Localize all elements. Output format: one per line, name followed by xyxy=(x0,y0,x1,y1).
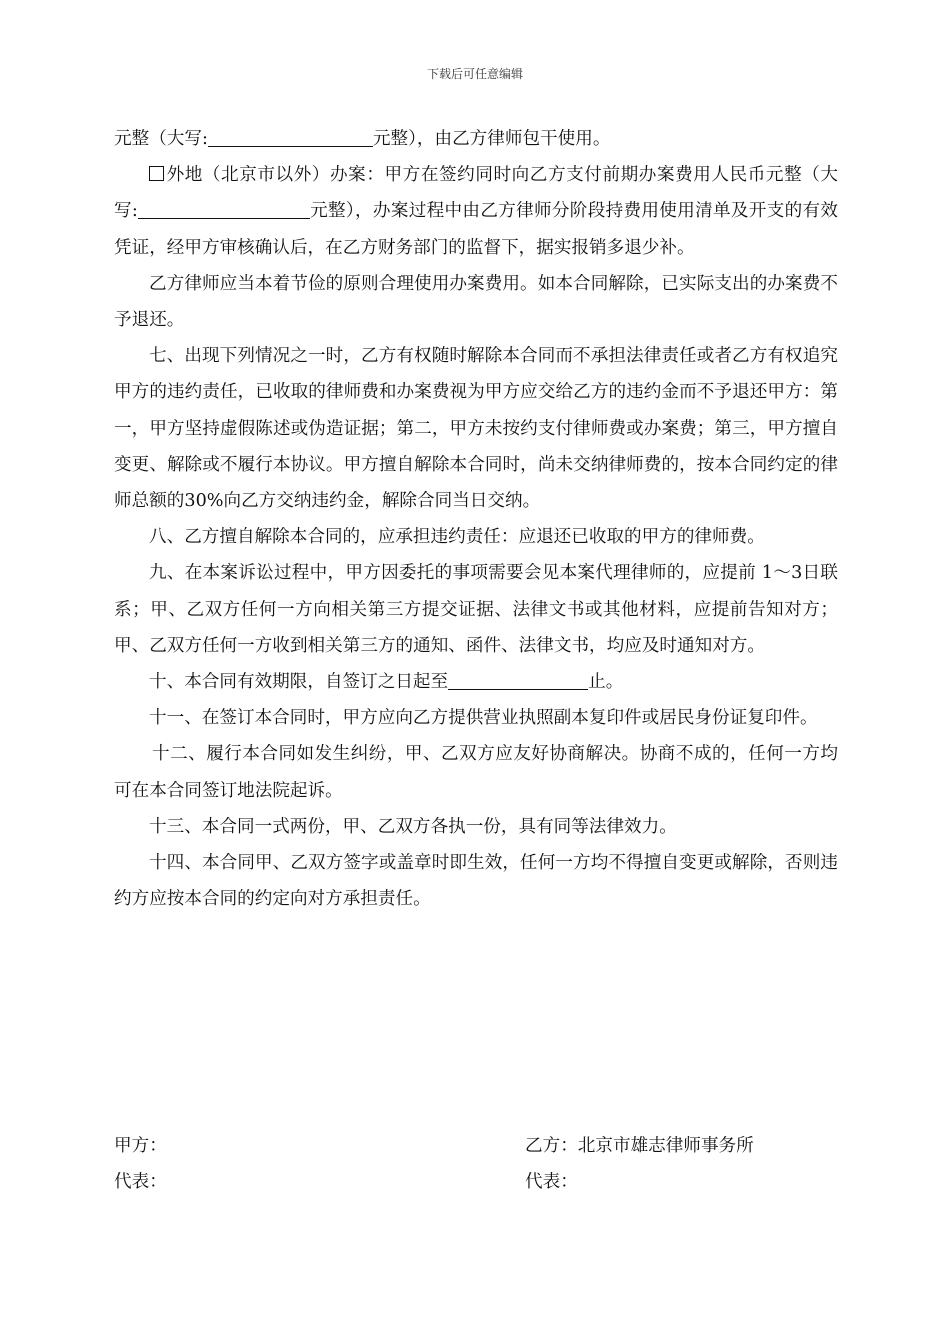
party-b-signature-block xyxy=(525,1128,754,1200)
contract-body xyxy=(114,121,838,917)
party-b-label: 乙方：北京市雄志律师事务所 xyxy=(525,1136,754,1156)
paragraph-text: 十、本合同有效期限，自签订之日起至 xyxy=(149,672,449,693)
party-a-signature-block xyxy=(114,1128,167,1200)
expiry-date-blank-field[interactable] xyxy=(448,669,588,690)
amount-blank-field[interactable] xyxy=(208,126,373,147)
clause-14: 十四、本合同甲、乙双方签字或盖章时即生效，任何一方均不得擅自变更或解除，否则违约方应按本合同的约定向对方承担责任。 xyxy=(114,853,838,910)
paragraph-fee-out-of-town xyxy=(114,157,838,266)
party-a-representative: 代表： xyxy=(114,1172,167,1192)
clause-7: 七、出现下列情况之一时，乙方有权随时解除本合同而不承担法律责任或者乙方有权追究甲方的违约责任，已收取的律师费和办案费视为甲方应交给乙方的违约金而不予退还甲方：第一，甲方坚持虚假陈述或伪造证据；第二，甲方未按约支付律师费或办案费；第三，甲方擅自变更、解除或不履行本协议。甲方擅自解除本合同时，尚未交纳律师费的，按本合同约定的律师总额的30%向乙方交纳违约金，解除合同当日交纳。 xyxy=(114,346,838,512)
paragraph-text: 元整），由乙方律师包干使用。 xyxy=(372,129,611,149)
paragraph-text: 外地（北京市以外）办案：甲方在签约同时向乙方支付前期办案费用人民币元整（大写: xyxy=(114,165,838,222)
clause-11: 十一、在签订本合同时，甲方应向乙方提供营业执照副本复印件或居民身份证复印件。 xyxy=(149,708,818,729)
page-header: 下载后可任意编辑 xyxy=(426,67,523,81)
paragraph-text: 止。 xyxy=(588,672,624,693)
amount-blank-field[interactable] xyxy=(138,198,310,219)
clause-9: 九、在本案诉讼过程中，甲方因委托的事项需要会见本案代理律师的，应提前 1～3日联系；甲、乙双方任何一方向相关第三方提交证据、法律文书或其他材料，应提前告知对方；甲、乙双方任何一方收到相关第三方的通知、函件、法律文书，均应及时通知对方。 xyxy=(114,563,838,656)
clause-12: 十二、履行本合同如发生纠纷，甲、乙双方应友好协商解决。协商不成的，任何一方均可在本合同签订地法院起诉。 xyxy=(114,744,838,801)
clause-8: 八、乙方擅自解除本合同的，应承担违约责任：应退还已收取的甲方的律师费。 xyxy=(149,527,765,548)
paragraph-text: 元整（大写: xyxy=(114,129,208,149)
paragraph-text: 元整），办案过程中由乙方律师分阶段持费用使用清单及开支的有效凭证，经甲方审核确认后，在乙方财务部门的监督下，据实报销多退少补。 xyxy=(114,201,838,258)
clause-10 xyxy=(114,664,838,700)
out-of-town-checkbox[interactable] xyxy=(149,166,164,181)
paragraph-fee-domestic xyxy=(114,121,838,157)
party-a-label: 甲方： xyxy=(114,1136,167,1156)
party-b-representative: 代表： xyxy=(525,1172,578,1192)
paragraph-frugal-use: 乙方律师应当本着节俭的原则合理使用办案费用。如本合同解除，已实际支出的办案费不予退还。 xyxy=(114,273,838,331)
clause-13: 十三、本合同一式两份，甲、乙双方各执一份，具有同等法律效力。 xyxy=(149,816,677,837)
